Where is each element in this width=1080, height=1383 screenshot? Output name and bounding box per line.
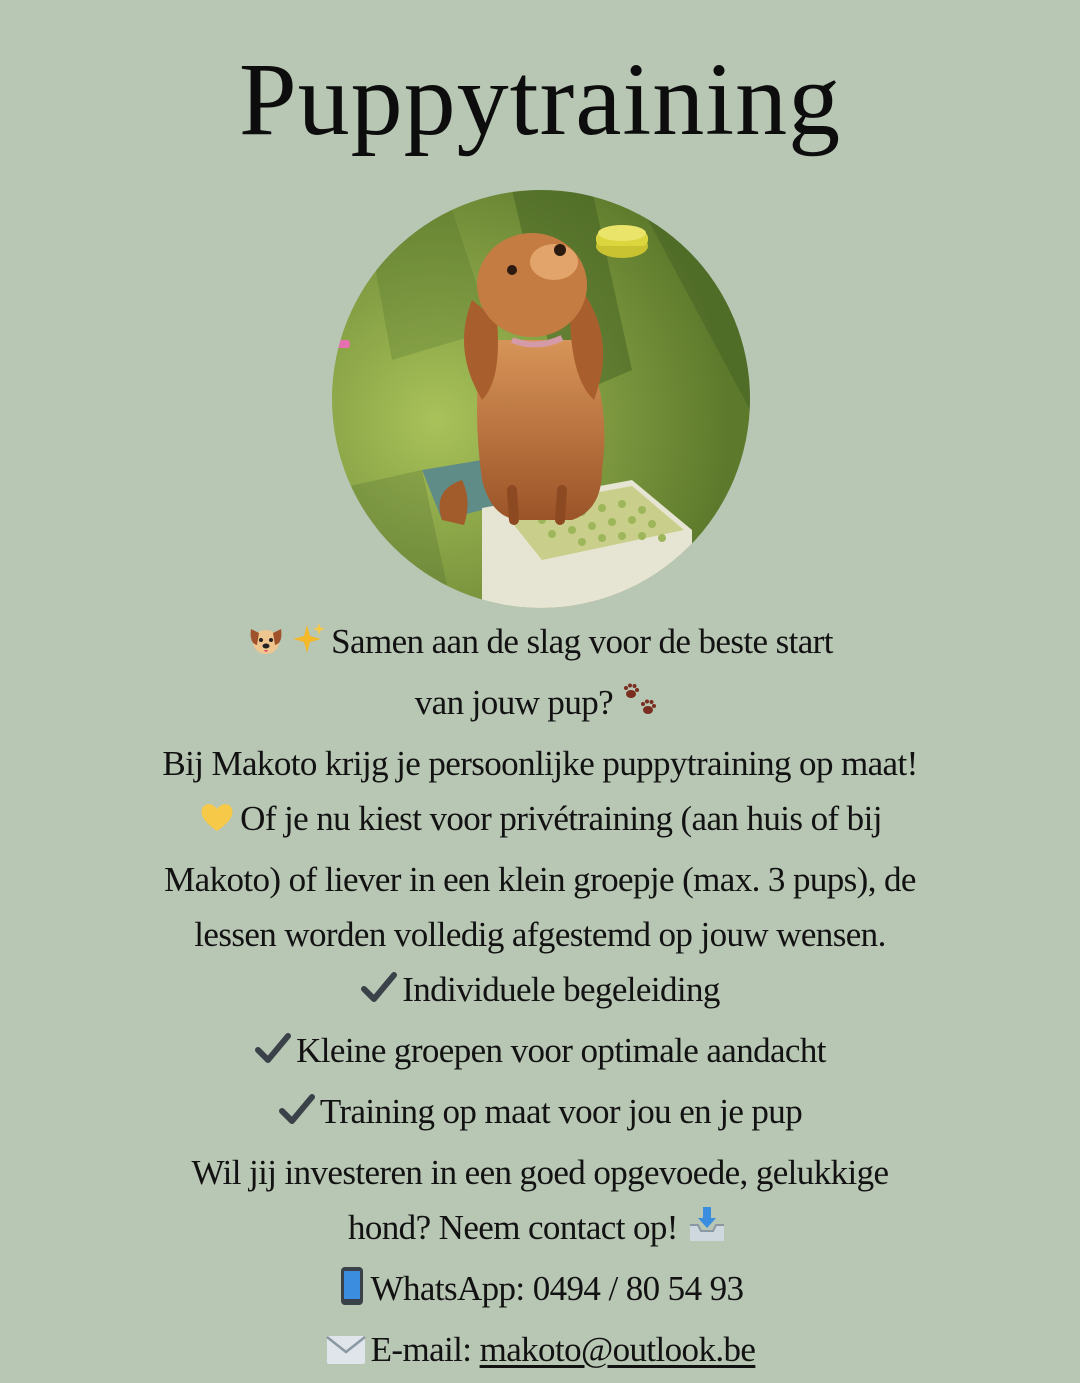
inbox-tray-icon: [686, 1205, 728, 1261]
text-line-content: van jouw pup?: [414, 683, 614, 722]
envelope-icon: [325, 1328, 367, 1383]
text-line: [40, 1023, 1040, 1084]
sparkles-icon: [289, 620, 327, 675]
text-line: [40, 791, 1040, 852]
yellow-heart-icon: [198, 797, 236, 852]
text-line: [40, 852, 1040, 907]
text-line-content: Bij Makoto krijg je persoonlijke puppytraining op maat!: [162, 744, 918, 783]
dog-photo-illustration: [332, 190, 750, 608]
text-line: [40, 1200, 1040, 1261]
whatsapp-contact: [40, 1261, 1040, 1322]
text-line-content: hond? Neem contact op!: [347, 1208, 678, 1247]
text-line-content: Wil jij investeren in een goed opgevoede, gelukkige: [191, 1153, 889, 1192]
whatsapp-number[interactable]: WhatsApp: 0494 / 80 54 93: [370, 1269, 744, 1308]
text-line: [40, 1084, 1040, 1145]
text-line: [40, 962, 1040, 1023]
text-line: [40, 907, 1040, 962]
text-line: [40, 675, 1040, 736]
description: [40, 614, 1040, 1383]
text-line-content: Of je nu kiest voor privétraining (aan huis of bij: [240, 799, 882, 838]
mobile-phone-icon: [337, 1266, 367, 1322]
text-line: [40, 1145, 1040, 1200]
check-mark-icon: [254, 1029, 292, 1084]
text-line: [40, 614, 1040, 675]
text-line-content: Samen aan de slag voor de beste start: [331, 622, 833, 661]
text-line-content: Kleine groepen voor optimale aandacht: [296, 1031, 826, 1070]
text-line: [40, 736, 1040, 791]
dog-face-icon: [247, 620, 285, 675]
email-contact: [40, 1322, 1040, 1383]
text-line-content: Individuele begeleiding: [402, 970, 720, 1009]
paw-prints-icon: [621, 681, 661, 736]
page-title: Puppytraining: [238, 42, 842, 157]
check-mark-icon: [360, 968, 398, 1023]
check-mark-icon: [278, 1090, 316, 1145]
email-link[interactable]: makoto@outlook.be: [479, 1330, 756, 1369]
dog-photo: [332, 190, 750, 608]
text-line-content: Makoto) of liever in een klein groepje (max. 3 pups), de: [164, 860, 916, 899]
email-label: E-mail:: [370, 1330, 472, 1369]
text-line-content: Training op maat voor jou en je pup: [319, 1092, 803, 1131]
text-line-content: lessen worden volledig afgestemd op jouw wensen.: [194, 915, 886, 954]
